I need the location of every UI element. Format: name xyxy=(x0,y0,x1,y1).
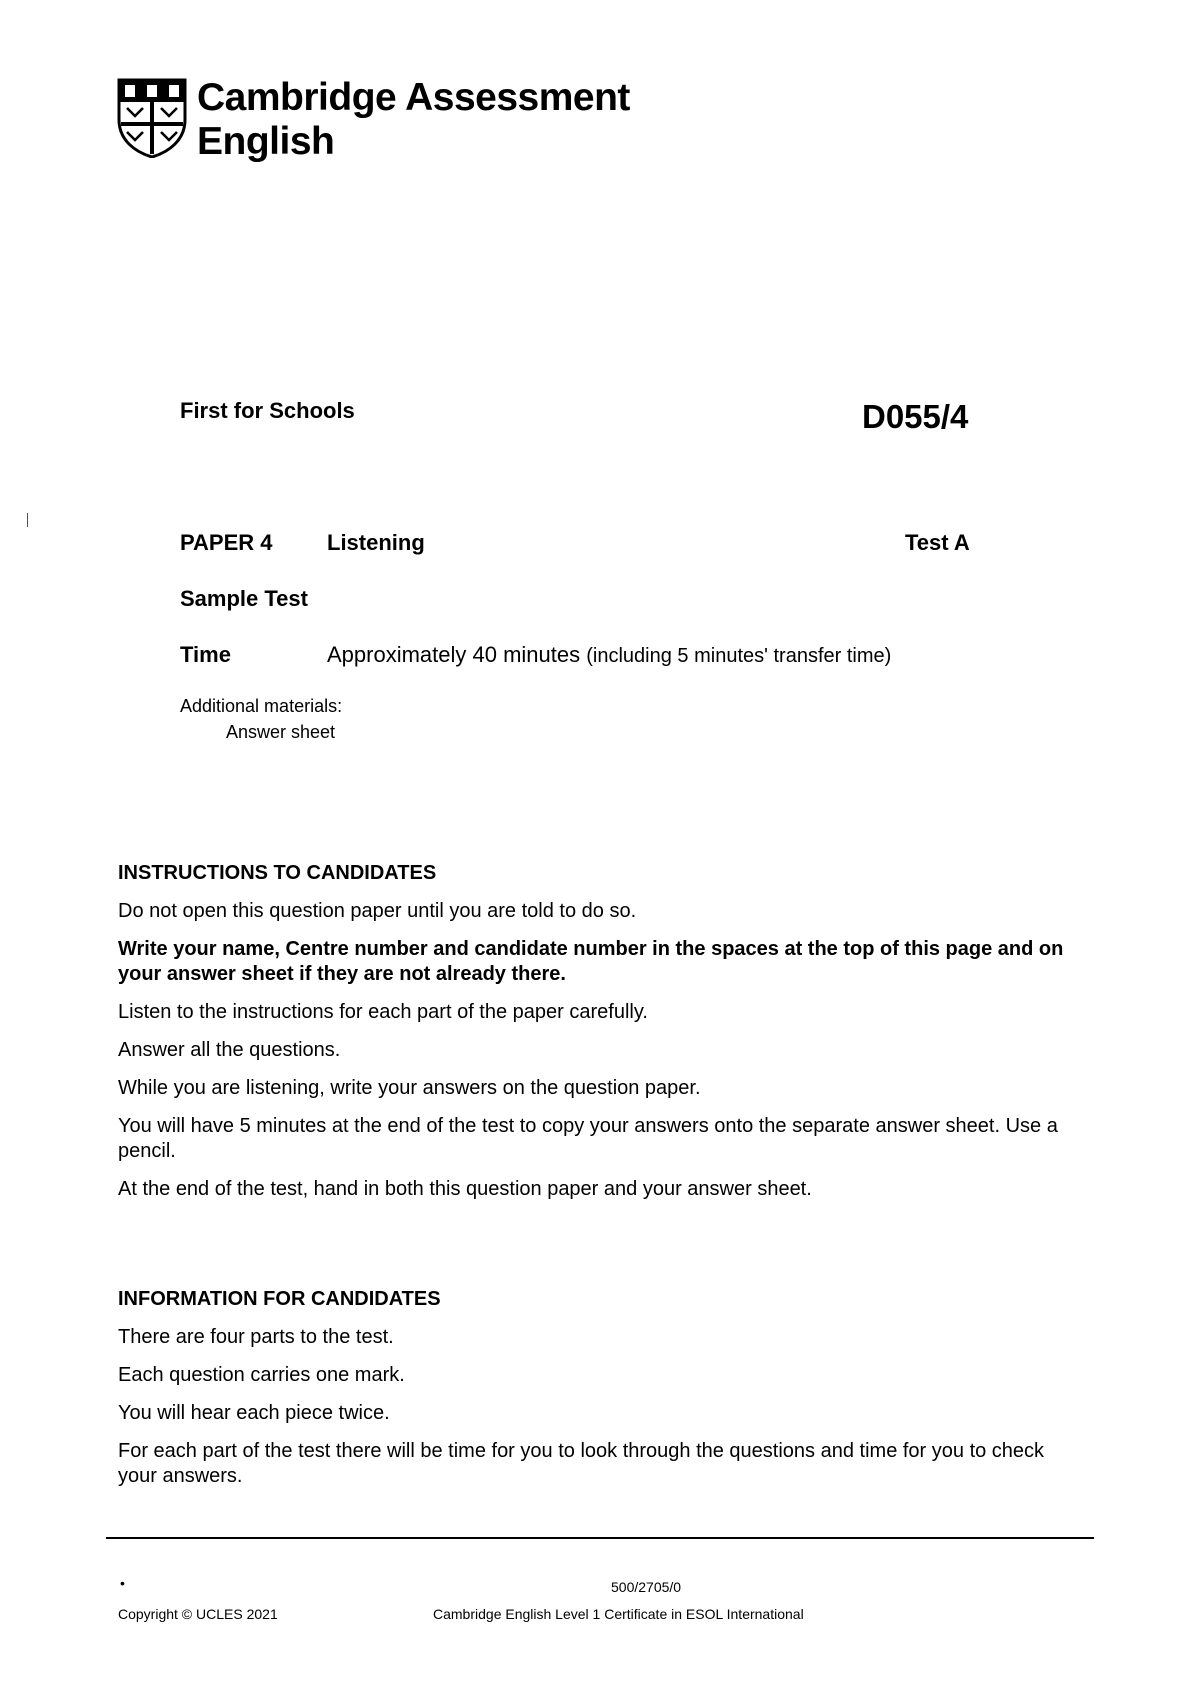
time-duration: Approximately 40 minutes xyxy=(327,642,581,667)
information-section xyxy=(118,1288,1078,1502)
instruction-item: Do not open this question paper until you are told to do so. xyxy=(118,900,637,922)
paper-number: PAPER 4 xyxy=(180,530,273,555)
instruction-item: At the end of the test, hand in both this question paper and your answer sheet. xyxy=(118,1178,812,1200)
footer-copyright: Copyright © UCLES 2021 xyxy=(118,1606,278,1622)
information-heading: INFORMATION FOR CANDIDATES xyxy=(118,1288,441,1310)
sample-label: Sample Test xyxy=(180,586,308,611)
time-label: Time xyxy=(180,642,231,667)
instruction-item: Write your name, Centre number and candidate number in the spaces at the top of this page and on your answer sheet if they are not already there. xyxy=(118,938,1064,985)
crest-icon xyxy=(117,78,187,158)
materials-label: Additional materials: xyxy=(180,696,343,716)
footer-mark: • xyxy=(120,1575,125,1591)
paper-subject: Listening xyxy=(327,530,425,555)
footer-certificate: Cambridge English Level 1 Certificate in ESOL International xyxy=(433,1606,804,1622)
footer-reference: 500/2705/0 xyxy=(611,1579,682,1595)
brand-line-2: English xyxy=(197,120,335,163)
materials-item: Answer sheet xyxy=(226,722,336,742)
brand-wordmark xyxy=(197,76,630,164)
instruction-item: Listen to the instructions for each part of the paper carefully. xyxy=(118,1001,648,1023)
instructions-section xyxy=(118,862,1078,1215)
brand-line-1: Cambridge Assessment xyxy=(197,76,630,119)
instruction-item: You will have 5 minutes at the end of the test to copy your answers onto the separate answer sheet. Use a pencil. xyxy=(118,1115,1058,1162)
exam-code: D055/4 xyxy=(862,398,969,435)
information-item: Each question carries one mark. xyxy=(118,1364,405,1386)
test-version: Test A xyxy=(905,530,970,555)
instruction-item: Answer all the questions. xyxy=(118,1039,341,1061)
instruction-item: While you are listening, write your answers on the question paper. xyxy=(118,1077,701,1099)
time-value xyxy=(327,642,891,668)
exam-name: First for Schools xyxy=(180,398,355,423)
information-item: There are four parts to the test. xyxy=(118,1326,394,1348)
footer-divider xyxy=(106,1537,1094,1539)
brand-logo xyxy=(117,78,637,168)
information-item: For each part of the test there will be time for you to look through the questions and time for you to check your answers. xyxy=(118,1440,1045,1487)
instructions-heading: INSTRUCTIONS TO CANDIDATES xyxy=(118,862,437,884)
margin-mark xyxy=(27,513,28,527)
time-note: (including 5 minutes' transfer time) xyxy=(586,645,892,667)
information-item: You will hear each piece twice. xyxy=(118,1402,390,1424)
